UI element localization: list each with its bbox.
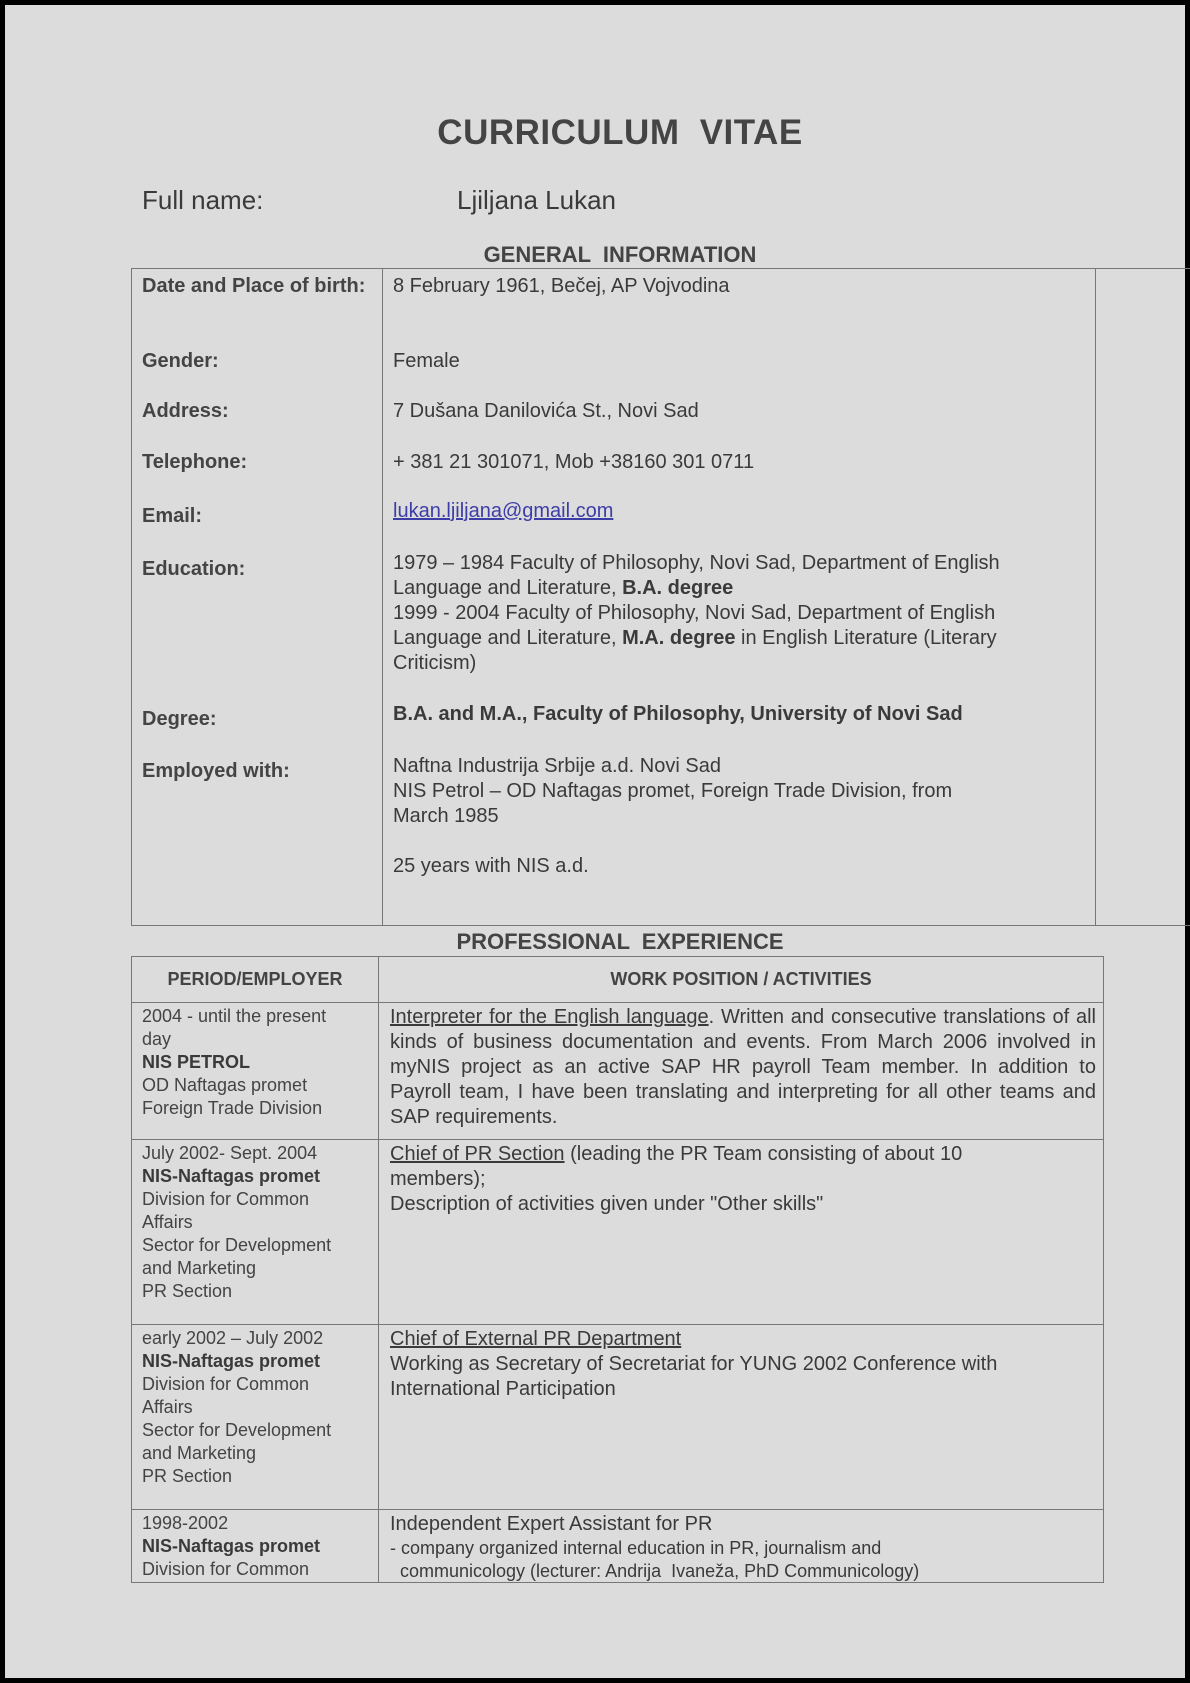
value-email-cell <box>393 499 1078 524</box>
email-link[interactable]: lukan.ljiljana@gmail.com <box>393 500 614 522</box>
value-education <box>393 551 1078 676</box>
unit: Division for Common Affairs <box>142 1189 310 1232</box>
document-title: CURRICULUM VITAE <box>437 113 803 152</box>
education-line-2: 1999 - 2004 Faculty of Philosophy, Novi Sad, Department of English Language and Literature, <box>393 602 996 649</box>
education-ba-degree: B.A. degree <box>622 577 734 599</box>
activities-note: Description of activities given under "Other skills" <box>390 1193 824 1215</box>
label-employed: Employed with: <box>142 760 290 782</box>
label-education: Education: <box>142 558 246 580</box>
unit: PR Section <box>142 1466 233 1486</box>
activities-note: communicology (lecturer: Andrija Ivaneža, PhD Communicology) <box>390 1561 920 1581</box>
unit: Sector for Development and Marketing <box>142 1420 332 1463</box>
table-row-period <box>142 1512 372 1581</box>
row-divider <box>132 1509 1103 1510</box>
unit: Sector for Development and Marketing <box>142 1235 332 1278</box>
value-degree: B.A. and M.A., Faculty of Philosophy, University of Novi Sad <box>393 703 963 725</box>
position-title: Independent Expert Assistant for PR <box>390 1513 713 1535</box>
table-row-period <box>142 1327 372 1488</box>
period: early 2002 – July 2002 <box>142 1328 324 1348</box>
table-column-divider-right <box>1095 269 1096 925</box>
general-information-table <box>131 268 1190 926</box>
table-row-period <box>142 1142 372 1303</box>
row-divider <box>132 1324 1103 1325</box>
employer: NIS-Naftagas promet <box>142 1536 321 1556</box>
full-name-value: Ljiljana Lukan <box>457 185 617 215</box>
unit: Foreign Trade Division <box>142 1098 323 1118</box>
table-row-activities <box>390 1005 1096 1130</box>
general-information-heading: GENERAL INFORMATION <box>483 242 757 267</box>
table-column-divider <box>382 269 383 925</box>
label-address: Address: <box>142 400 229 422</box>
value-employed <box>393 754 1078 879</box>
label-telephone: Telephone: <box>142 451 248 473</box>
employer: NIS-Naftagas promet <box>142 1166 321 1186</box>
period: 1998-2002 <box>142 1513 229 1533</box>
table-column-divider <box>378 957 379 1582</box>
full-name-label: Full name: <box>142 185 264 215</box>
unit: OD Naftagas promet <box>142 1075 308 1095</box>
unit: Division for Common Affairs <box>142 1374 310 1417</box>
row-divider <box>132 1139 1103 1140</box>
activities: Working as Secretary of Secretariat for YUNG 2002 Conference with International Participation <box>390 1353 998 1400</box>
position-title: Chief of External PR Department <box>390 1328 682 1350</box>
value-gender: Female <box>393 350 460 372</box>
activities: (leading the PR Team consisting of about 10 members); <box>390 1143 963 1190</box>
table-row-activities <box>390 1512 1096 1583</box>
unit: PR Section <box>142 1281 233 1301</box>
value-birth: 8 February 1961, Bečej, AP Vojvodina <box>393 275 730 297</box>
label-degree: Degree: <box>142 708 217 730</box>
period: July 2002- Sept. 2004 <box>142 1143 318 1163</box>
employer-line-2: NIS Petrol – OD Naftagas promet, Foreign Trade Division, from March 1985 <box>393 780 953 827</box>
employer: NIS-Naftagas promet <box>142 1351 321 1371</box>
education-ma-degree: M.A. degree <box>622 627 736 649</box>
employer-years: 25 years with NIS a.d. <box>393 855 589 877</box>
header-divider <box>132 1002 1103 1003</box>
period: 2004 - until the present day <box>142 1006 327 1049</box>
professional-experience-heading: PROFESSIONAL EXPERIENCE <box>456 929 784 954</box>
education-line-3: in English Literature (Literary Criticism) <box>393 627 997 674</box>
employer-line-1: Naftna Industrija Srbije a.d. Novi Sad <box>393 755 721 777</box>
activities: - company organized internal education in PR, journalism and <box>390 1538 882 1558</box>
cv-page <box>5 5 1185 1678</box>
column-header-period: PERIOD/EMPLOYER <box>167 969 343 989</box>
table-row-period <box>142 1005 372 1120</box>
value-address: 7 Dušana Danilovića St., Novi Sad <box>393 400 699 422</box>
table-row-activities <box>390 1142 1030 1217</box>
position-title: Chief of PR Section <box>390 1143 565 1165</box>
label-email: Email: <box>142 505 203 527</box>
activities: . Written and consecutive translations of all kinds of business documentation and events. From March 2006 involved in myNIS project as an active SAP HR payroll Team member. In addition to Payroll team, I have been translating and interpreting for all other teams and SAP requirements. <box>390 1006 1096 1128</box>
table-row-activities <box>390 1327 1096 1402</box>
label-gender: Gender: <box>142 350 219 372</box>
column-header-position: WORK POSITION / ACTIVITIES <box>610 969 872 989</box>
value-telephone: + 381 21 301071, Mob +38160 301 0711 <box>393 451 755 473</box>
table-border-left <box>131 269 132 925</box>
position-title: Interpreter for the English language <box>390 1006 709 1028</box>
employer: NIS PETROL <box>142 1052 251 1072</box>
professional-experience-table <box>131 956 1104 1583</box>
unit: Division for Common <box>142 1559 310 1579</box>
education-line-1: 1979 – 1984 Faculty of Philosophy, Novi Sad, Department of English Language and Literature, <box>393 552 1000 599</box>
label-birth: Date and Place of birth: <box>142 275 366 297</box>
